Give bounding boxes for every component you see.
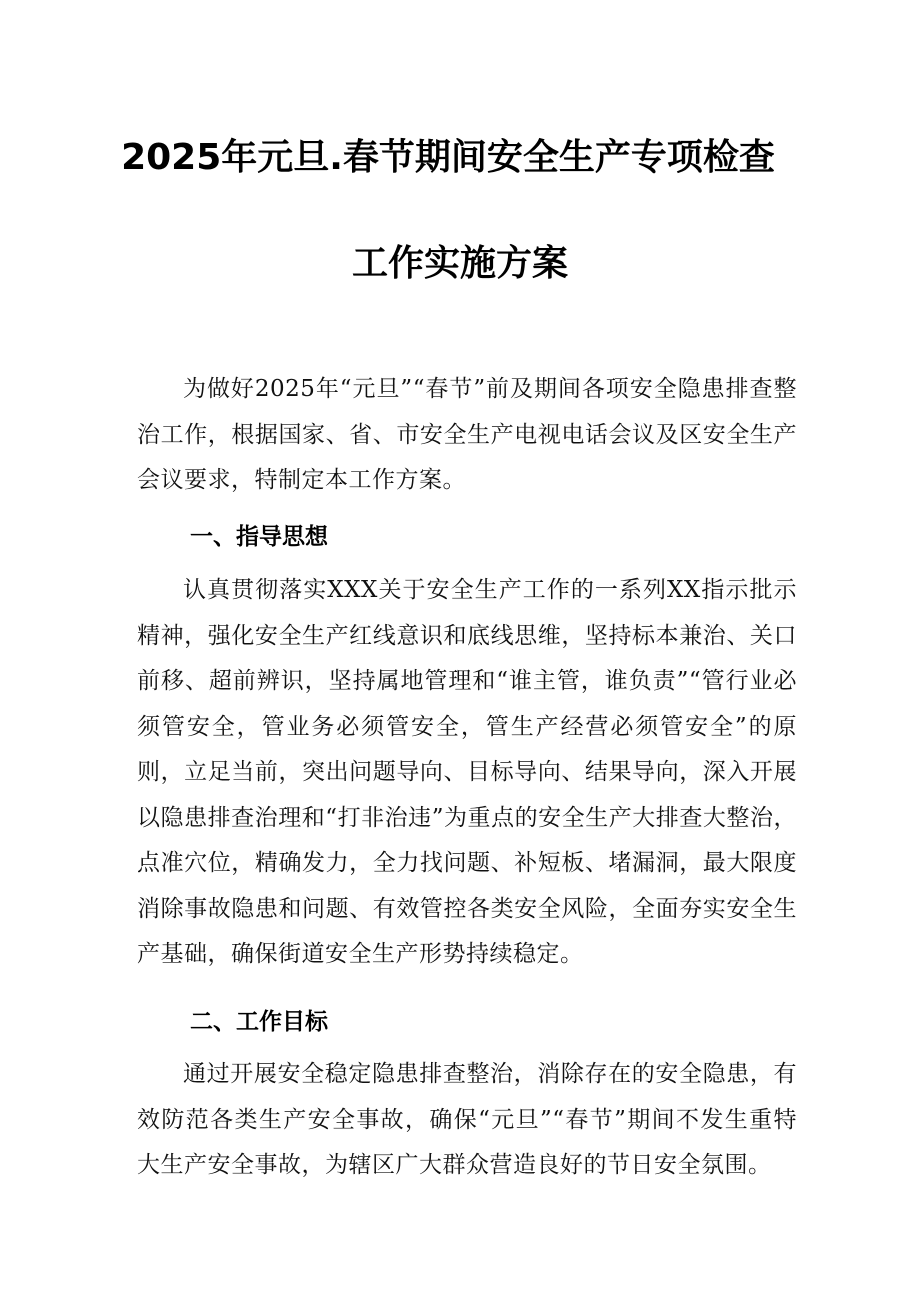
intro-paragraph: 为做好2025年“元旦”“春节”前及期间各项安全隐患排查整治工作，根据国家、省、市安全生产电视电话会议及区安全生产会议要求，特制定本工作方案。 — [137, 376, 797, 493]
document-title-line-1: 2025年元旦.春节期间安全生产专项检查 — [121, 137, 775, 178]
section-heading-work-goals: 二、工作目标 — [190, 1009, 328, 1035]
document-title-line-2: 工作实施方案 — [351, 243, 568, 284]
section-body-guiding-ideology: 认真贯彻落实XXX关于安全生产工作的一系列XX指示批示精神，强化安全生产红线意识和底线思维，坚持标本兼治、关口前移、超前辨识，坚持属地管理和“谁主管，谁负责”“管行业必须管安全，管业务必须管安全，管生产经营必须管安全”的原则，立足当前，突出问题导向、目标导向、结果导向，深入开展以隐患排查治理和“打非治违”为重点的安全生产大排查大整治，点准穴位，精确发力，全力找问题、补短板、堵漏洞，最大限度消除事故隐患和问题、有效管控各类安全风险，全面夯实安全生产基础，确保街道安全生产形势持续稳定。 — [137, 577, 797, 967]
section-heading-guiding-ideology: 一、指导思想 — [190, 524, 328, 550]
section-body-work-goals: 通过开展安全稳定隐患排查整治，消除存在的安全隐患，有效防范各类生产安全事故，确保“元旦”“春节”期间不发生重特大生产安全事故，为辖区广大群众营造良好的节日安全氛围。 — [137, 1061, 797, 1178]
